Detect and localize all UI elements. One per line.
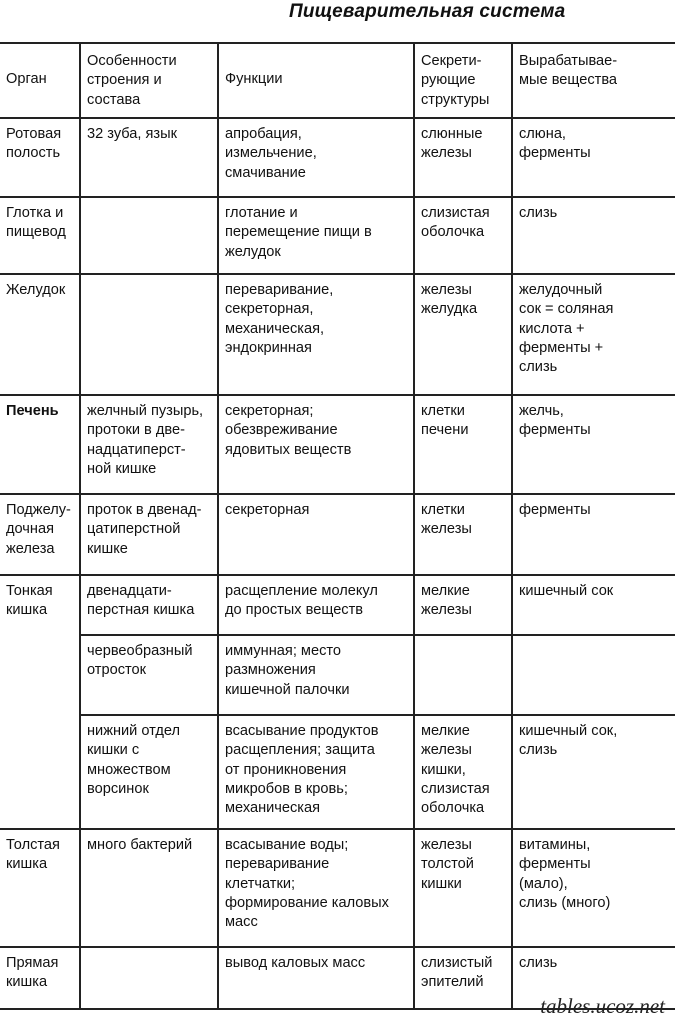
- secreting-cell: слюнные железы: [415, 119, 513, 196]
- substances-cell: слизь: [519, 955, 558, 971]
- structure-cell: 32 зуба, язык: [81, 119, 219, 196]
- organ-cell: Ротовая полость: [0, 119, 81, 196]
- organ-cell: Тонкая кишка: [0, 576, 81, 828]
- functions-cell: апробация, измельчение, смачивание: [219, 119, 415, 196]
- organ-cell: Печень: [0, 396, 81, 493]
- functions-cell: вывод каловых масс: [219, 948, 415, 1008]
- organ-cell: Поджелу- дочная железа: [0, 495, 81, 574]
- header-structure: Особенности строения и состава: [81, 44, 219, 117]
- functions-cell: глотание и перемещение пищи в желудок: [219, 198, 415, 273]
- substances-cell: кишечный сок, слизь: [519, 723, 618, 759]
- substances-cell: витамины, ферменты (мало), слизь (много): [519, 837, 611, 911]
- secreting-cell: клетки железы: [415, 495, 513, 574]
- substances-cell: слизь: [519, 205, 558, 221]
- secreting-cell: слизистый эпителий: [415, 948, 513, 1008]
- structure-cell: проток в двенад- цатиперстной кишке: [81, 495, 219, 574]
- secreting-cell: клетки печени: [415, 396, 513, 493]
- functions-cell: всасывание воды; переваривание клетчатки; формирование каловых масс: [219, 830, 415, 946]
- substances-cell: кишечный сок: [519, 583, 614, 599]
- functions-cell: секреторная: [219, 495, 415, 574]
- organ-cell: Глотка и пищевод: [0, 198, 81, 273]
- table-row: [81, 636, 675, 716]
- substances-cell: ферменты: [519, 502, 591, 518]
- small-intestine-group: [0, 576, 675, 830]
- table-row: [0, 830, 675, 948]
- structure-cell: нижний отдел кишки с множеством ворсинок: [81, 716, 219, 828]
- substances-cell: слюна, ферменты: [519, 126, 591, 162]
- table-row: [0, 198, 675, 275]
- secreting-cell: железы толстой кишки: [415, 830, 513, 946]
- structure-cell: много бактерий: [81, 830, 219, 946]
- structure-cell: двенадцати- перстная кишка: [81, 576, 219, 634]
- functions-cell: расщепление молекул до простых веществ: [219, 576, 415, 634]
- organ-cell: Желудок: [0, 275, 81, 394]
- structure-cell: желчный пузырь, протоки в две- надцатиперст- ной кишке: [81, 396, 219, 493]
- table-row: [0, 396, 675, 495]
- structure-cell: [81, 275, 219, 394]
- header-functions: Функции: [219, 44, 415, 117]
- digestive-table: [0, 42, 675, 1010]
- header-organ: Орган: [0, 44, 81, 117]
- header-secreting: Секрети- рующие структуры: [415, 44, 513, 117]
- table-row: [0, 495, 675, 576]
- table-header-row: [0, 44, 675, 119]
- structure-cell: [81, 198, 219, 273]
- table-row: [81, 576, 675, 636]
- functions-cell: переваривание, секреторная, механическая, эндокринная: [219, 275, 415, 394]
- functions-cell: секреторная; обезвреживание ядовитых веществ: [219, 396, 415, 493]
- substances-cell: желчь, ферменты: [519, 403, 591, 439]
- structure-cell: червеобразный отросток: [81, 636, 219, 714]
- table-row: [81, 716, 675, 828]
- organ-cell: Прямая кишка: [0, 948, 81, 1008]
- secreting-cell: слизистая оболочка: [415, 198, 513, 273]
- secreting-cell: мелкие железы кишки, слизистая оболочка: [415, 716, 513, 828]
- substances-cell: [513, 636, 675, 714]
- watermark: tables.ucoz.net: [540, 994, 665, 1018]
- functions-cell: всасывание продуктов расщепления; защита от проникновения микробов в кровь; механическая: [219, 716, 415, 828]
- secreting-cell: [415, 636, 513, 714]
- table-row: [0, 275, 675, 396]
- secreting-cell: мелкие железы: [415, 576, 513, 634]
- structure-cell: [81, 948, 219, 1008]
- table-row: [0, 119, 675, 198]
- secreting-cell: железы желудка: [415, 275, 513, 394]
- page-title: Пищеварительная система: [289, 1, 566, 22]
- header-substances: Вырабатывае- мые вещества: [519, 53, 618, 89]
- functions-cell: иммунная; место размножения кишечной палочки: [219, 636, 415, 714]
- organ-cell: Толстая кишка: [0, 830, 81, 946]
- substances-cell: желудочный сок = соляная кислота + ферменты + слизь: [519, 282, 614, 376]
